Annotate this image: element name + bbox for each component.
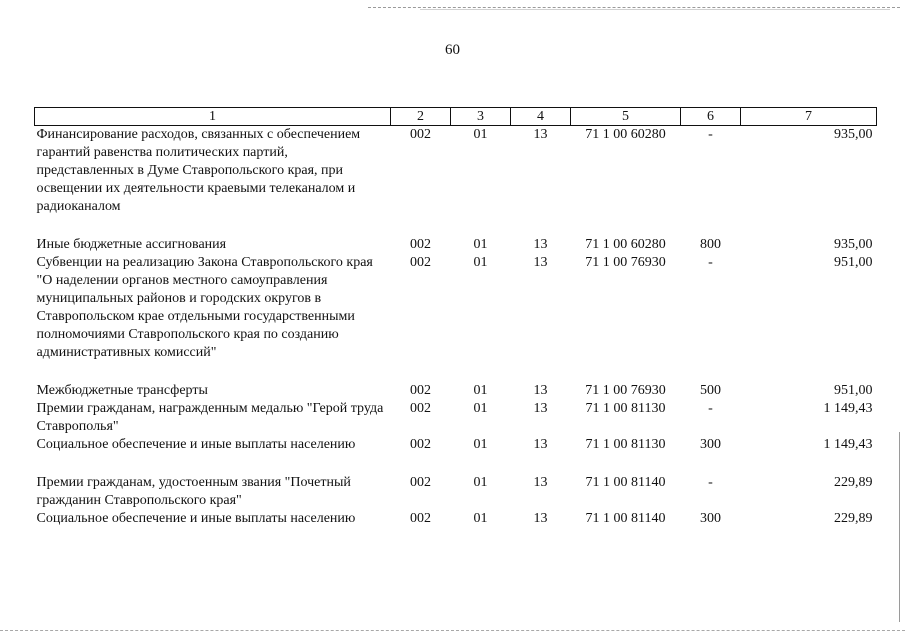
row-code-section: 01: [473, 127, 488, 142]
row-name: Межбюджетные трансферты: [36, 383, 208, 398]
row-code-subsection: 13: [533, 237, 548, 252]
column-header: 6: [681, 108, 741, 126]
table-row: [35, 400, 877, 436]
row-code-expense-type: -: [708, 475, 713, 490]
row-code-target: 71 1 00 76930: [585, 383, 666, 398]
table-header-row: [35, 108, 877, 126]
row-code-subsection: 13: [533, 255, 548, 270]
budget-table: [34, 107, 877, 528]
row-code-ministry: 002: [410, 437, 431, 452]
row-name: Социальное обеспечение и иные выплаты населению: [36, 437, 356, 452]
table-row: [35, 236, 877, 254]
row-code-ministry: 002: [410, 383, 431, 398]
table-row: [35, 382, 877, 400]
row-code-subsection: 13: [533, 437, 548, 452]
row-name: Субвенции на реализацию Закона Ставропольского края "О наделении органов местного самоуправления муниципальных районов и городских округов в Ставропольском крае отдельными государственными полномочиями Ставропольского края по созданию административных комиссий": [36, 255, 373, 360]
row-code-subsection: 13: [533, 383, 548, 398]
row-amount: 935,00: [834, 127, 873, 142]
row-spacer: [35, 216, 877, 236]
row-code-section: 01: [473, 255, 488, 270]
row-code-subsection: 13: [533, 511, 548, 526]
column-header: 7: [741, 108, 877, 126]
row-code-subsection: 13: [533, 475, 548, 490]
table-row: [35, 474, 877, 510]
row-code-expense-type: 800: [700, 237, 721, 252]
table-row: [35, 510, 877, 528]
row-name: Социальное обеспечение и иные выплаты населению: [36, 511, 356, 526]
column-header: 2: [391, 108, 451, 126]
scan-edge-top: [368, 7, 900, 8]
row-code-expense-type: -: [708, 255, 713, 270]
row-code-section: 01: [473, 401, 488, 416]
row-code-subsection: 13: [533, 401, 548, 416]
column-header: 1: [35, 108, 391, 126]
column-header: 5: [571, 108, 681, 126]
row-code-target: 71 1 00 76930: [585, 255, 666, 270]
scan-edge-bottom: [0, 630, 905, 631]
row-code-ministry: 002: [410, 401, 431, 416]
column-header: 3: [451, 108, 511, 126]
row-name: Финансирование расходов, связанных с обеспечением гарантий равенства политических партий, представленных в Думе Ставропольского края, при освещении их деятельности краевыми телеканалом и радиоканалом: [36, 127, 361, 214]
row-code-ministry: 002: [410, 475, 431, 490]
row-code-section: 01: [473, 475, 488, 490]
row-code-subsection: 13: [533, 127, 548, 142]
row-code-ministry: 002: [410, 255, 431, 270]
row-code-expense-type: -: [708, 127, 713, 142]
row-code-ministry: 002: [410, 127, 431, 142]
scan-edge-right: [899, 432, 900, 622]
row-amount: 935,00: [834, 237, 873, 252]
row-code-section: 01: [473, 237, 488, 252]
row-name: Премии гражданам, награжденным медалью "Герой труда Ставрополья": [36, 401, 384, 434]
row-code-ministry: 002: [410, 511, 431, 526]
table-row: [35, 126, 877, 217]
row-code-target: 71 1 00 81130: [585, 401, 666, 416]
row-code-expense-type: -: [708, 401, 713, 416]
row-code-target: 71 1 00 60280: [585, 127, 666, 142]
scan-edge-top-secondary: [420, 9, 890, 10]
row-code-target: 71 1 00 81140: [585, 511, 666, 526]
row-spacer: [35, 362, 877, 382]
row-amount: 951,00: [834, 255, 873, 270]
row-code-target: 71 1 00 60280: [585, 237, 666, 252]
row-code-section: 01: [473, 383, 488, 398]
row-amount: 1 149,43: [823, 437, 873, 452]
row-amount: 1 149,43: [823, 401, 873, 416]
row-code-ministry: 002: [410, 237, 431, 252]
row-code-target: 71 1 00 81140: [585, 475, 666, 490]
row-code-expense-type: 500: [700, 383, 721, 398]
column-header: 4: [511, 108, 571, 126]
row-spacer: [35, 454, 877, 474]
page-number: 60: [445, 42, 460, 58]
row-code-target: 71 1 00 81130: [585, 437, 666, 452]
row-amount: 229,89: [834, 475, 873, 490]
row-amount: 951,00: [834, 383, 873, 398]
row-code-section: 01: [473, 437, 488, 452]
table-row: [35, 254, 877, 362]
row-amount: 229,89: [834, 511, 873, 526]
row-code-expense-type: 300: [700, 511, 721, 526]
row-name: Премии гражданам, удостоенным звания "Почетный гражданин Ставропольского края": [36, 475, 351, 508]
row-code-section: 01: [473, 511, 488, 526]
row-code-expense-type: 300: [700, 437, 721, 452]
row-name: Иные бюджетные ассигнования: [36, 237, 227, 252]
table-row: [35, 436, 877, 454]
